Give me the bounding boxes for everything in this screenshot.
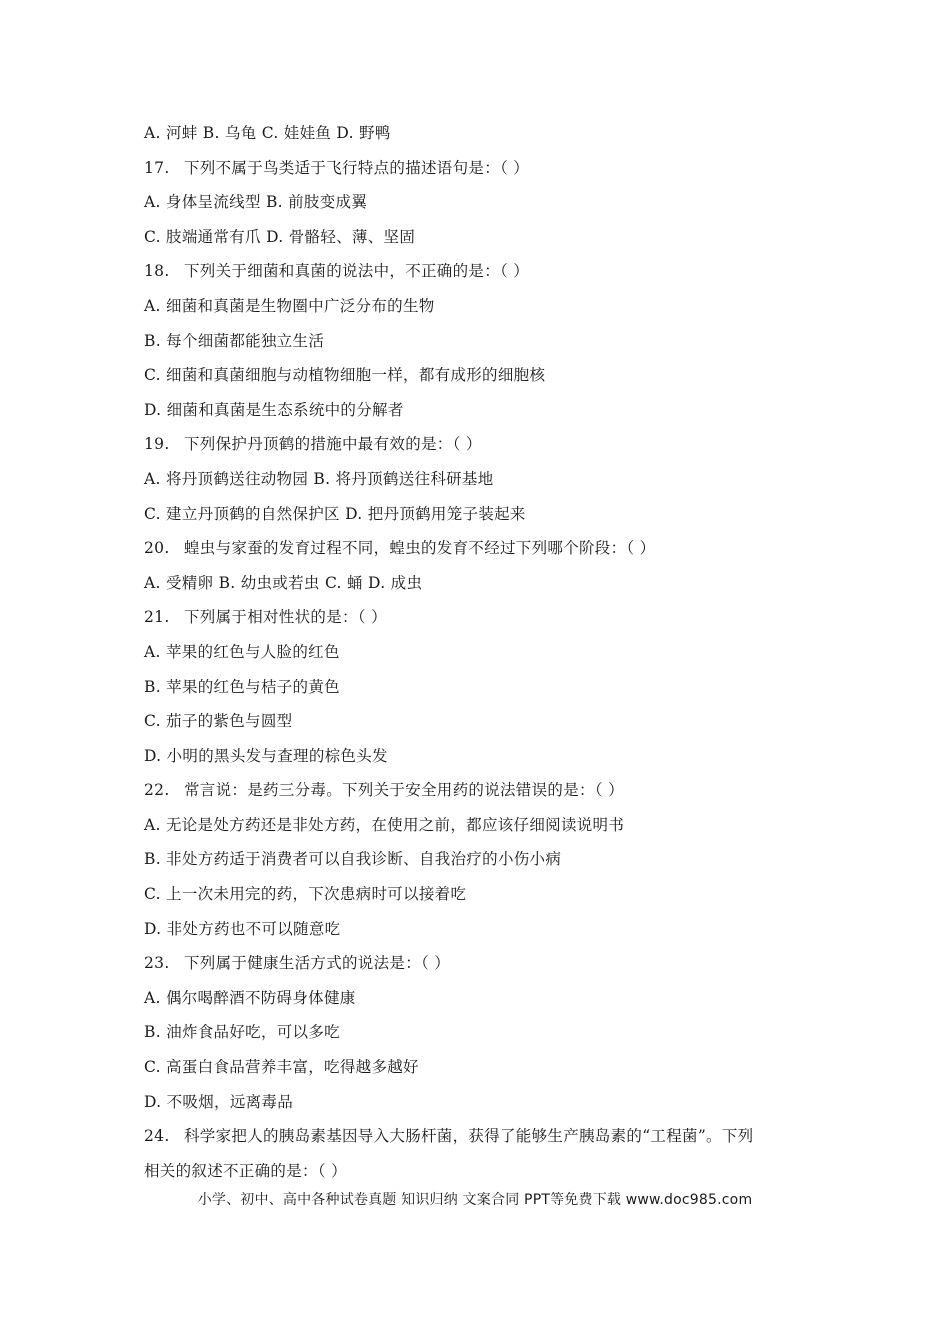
option-line: A. 受精卵 B. 幼虫或若虫 C. 蛹 D. 成虫 bbox=[144, 573, 423, 592]
option-line: A. 苹果的红色与人脸的红色 bbox=[144, 642, 340, 661]
question-line-18 bbox=[144, 254, 814, 289]
question-number: 23. bbox=[144, 954, 170, 973]
option-line: B. 每个细菌都能独立生活 bbox=[144, 331, 325, 350]
question-line-21 bbox=[144, 600, 814, 635]
option-line: B. 油炸食品好吃，可以多吃 bbox=[144, 1023, 340, 1042]
option-line: D. 细菌和真菌是生态系统中的分解者 bbox=[144, 400, 404, 419]
question-text: 常言说：是药三分毒。下列关于安全用药的说法错误的是：（ ） bbox=[184, 781, 624, 800]
question-number: 17. bbox=[144, 158, 170, 177]
question-line-23 bbox=[144, 946, 814, 981]
question-line-17 bbox=[144, 151, 814, 186]
question-text: 科学家把人的胰岛素基因导入大肠杆菌，获得了能够生产胰岛素的“工程菌”。下列 bbox=[184, 1127, 754, 1146]
option-line: C. 建立丹顶鹤的自然保护区 D. 把丹顶鹤用笼子装起来 bbox=[144, 504, 526, 523]
question-number: 21. bbox=[144, 608, 170, 627]
option-line: A. 无论是处方药还是非处方药，在使用之前，都应该仔细阅读说明书 bbox=[144, 815, 625, 834]
option-line: A. 细菌和真菌是生物圈中广泛分布的生物 bbox=[144, 296, 435, 315]
question-number: 20. bbox=[144, 539, 170, 558]
question-text: 下列保护丹顶鹤的措施中最有效的是：（ ） bbox=[184, 435, 482, 454]
question-line-24 bbox=[144, 1119, 814, 1154]
option-line: D. 非处方药也不可以随意吃 bbox=[144, 919, 341, 938]
option-line: B. 苹果的红色与桔子的黄色 bbox=[144, 677, 340, 696]
option-line: C. 高蛋白食品营养丰富，吃得越多越好 bbox=[144, 1058, 419, 1077]
question-text: 下列属于健康生活方式的说法是：（ ） bbox=[184, 954, 451, 973]
question-text: 下列不属于鸟类适于飞行特点的描述语句是：（ ） bbox=[184, 158, 530, 177]
question-line-19 bbox=[144, 427, 814, 462]
option-line: C. 茄子的紫色与圆型 bbox=[144, 712, 293, 731]
option-line: A. 河蚌 B. 乌龟 C. 娃娃鱼 D. 野鸭 bbox=[144, 124, 391, 142]
question-number: 18. bbox=[144, 262, 170, 281]
option-line: C. 细菌和真菌细胞与动植物细胞一样，都有成形的细胞核 bbox=[144, 366, 546, 385]
question-text: 下列属于相对性状的是：（ ） bbox=[184, 608, 387, 627]
option-line: C. 上一次未用完的药，下次患病时可以接着吃 bbox=[144, 885, 467, 904]
page-footer: 小学、初中、高中各种试卷真题 知识归纳 文案合同 PPT等免费下载 www.doc985.com bbox=[197, 1192, 753, 1208]
option-line: A. 将丹顶鹤送往动物园 B. 将丹顶鹤送往科研基地 bbox=[144, 469, 494, 488]
question-line-22 bbox=[144, 773, 814, 808]
question-continuation: 相关的叙述不正确的是：（ ） bbox=[144, 1161, 347, 1180]
option-line: C. 肢端通常有爪 D. 骨骼轻、薄、坚固 bbox=[144, 227, 416, 246]
option-line: D. 不吸烟，远离毒品 bbox=[144, 1092, 294, 1111]
option-line: A. 身体呈流线型 B. 前肢变成翼 bbox=[144, 193, 368, 212]
question-text: 下列关于细菌和真菌的说法中，不正确的是：（ ） bbox=[184, 262, 530, 281]
question-number: 22. bbox=[144, 781, 170, 800]
option-line: D. 小明的黑头发与查理的棕色头发 bbox=[144, 746, 388, 765]
question-list bbox=[144, 116, 814, 1188]
question-text: 蝗虫与家蚕的发育过程不同，蝗虫的发育不经过下列哪个阶段：（ ） bbox=[184, 539, 656, 558]
question-number: 19. bbox=[144, 435, 170, 454]
question-number: 24. bbox=[144, 1127, 170, 1146]
question-line-20 bbox=[144, 531, 814, 566]
option-line: A. 偶尔喝醉酒不防碍身体健康 bbox=[144, 988, 356, 1007]
option-line: B. 非处方药适于消费者可以自我诊断、自我治疗的小伤小病 bbox=[144, 850, 562, 869]
